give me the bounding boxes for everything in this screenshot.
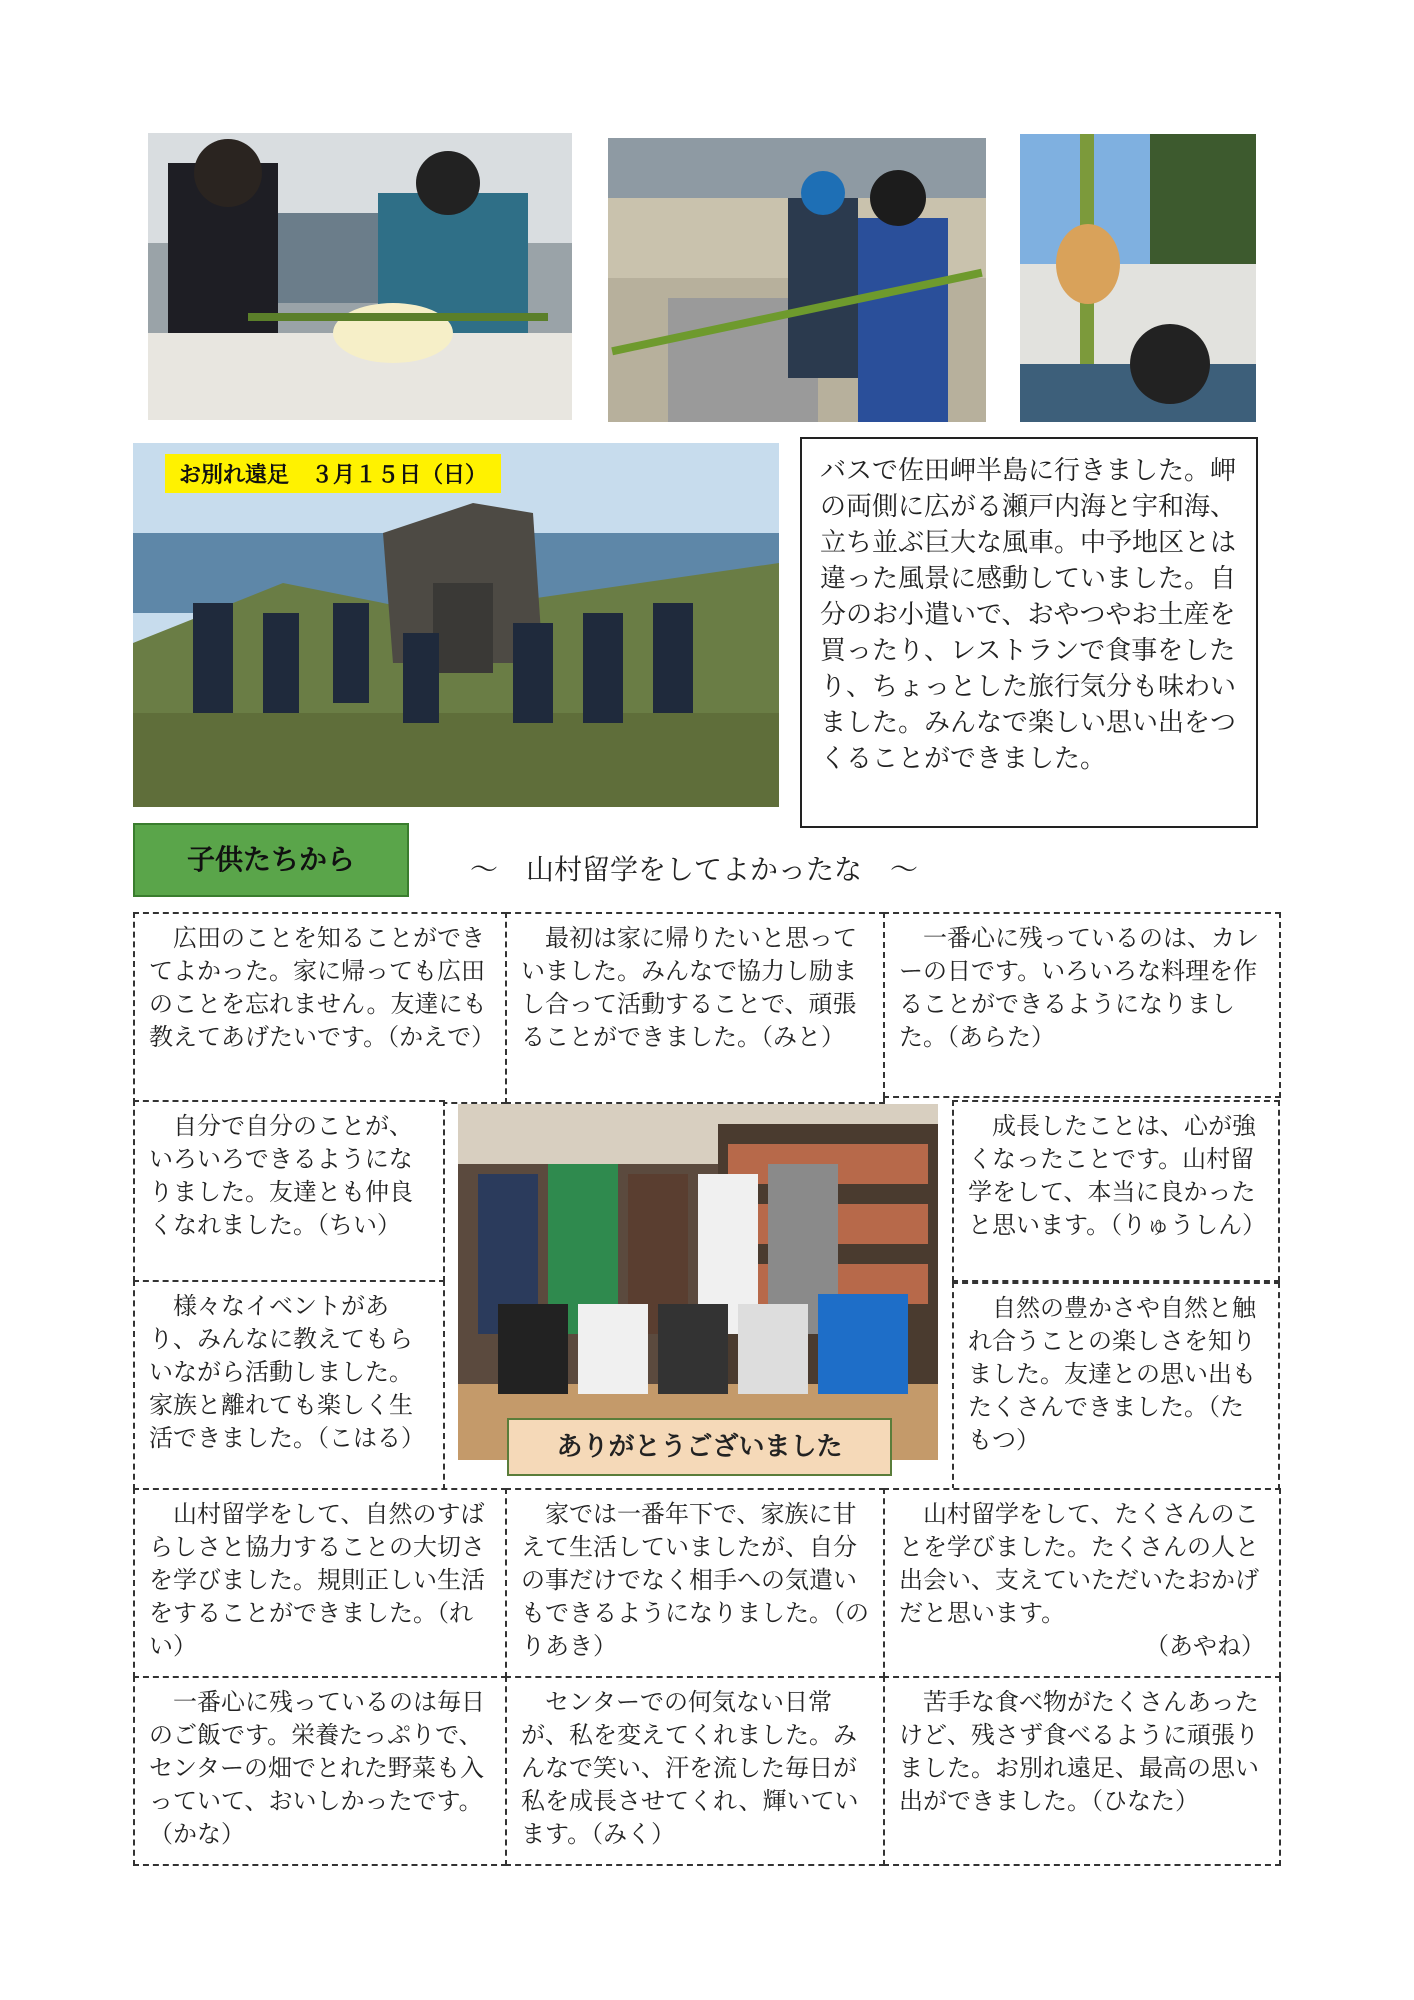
excursion-description: バスで佐田岬半島に行きました。岬の両側に広がる瀬戸内海と宇和海、立ち並ぶ巨大な風車。中予地区とは違った風景に感動していました。自分のお小遣いで、おやつやお土産を買ったり、レストランで食事をしたり、ちょっとした旅行気分も味わいました。みんなで楽しい思い出をつくることができました。 xyxy=(800,437,1258,828)
photo-grill-bamboo xyxy=(608,138,986,422)
section-subtitle: ～ 山村留学をしてよかったな ～ xyxy=(470,853,919,886)
message-ayane-signature: （あやね） xyxy=(1145,1632,1265,1660)
photo-cooking-bamboo xyxy=(148,133,572,420)
message-ayane: 山村留学をして、たくさんのことを学びました。たくさんの人と出会い、支えていただいたおかげだと思います。 （あやね） xyxy=(883,1488,1281,1678)
message-miku: センターでの何気ない日常が、私を変えてくれました。みんなで笑い、汗を流した毎日が私を成長させてくれ、輝いています。（みく） xyxy=(505,1676,885,1866)
message-tamotsu: 自然の豊かさや自然と触れ合うことの楽しさを知りました。友達との思い出もたくさんできました。（たもつ） xyxy=(952,1282,1280,1490)
message-mito: 最初は家に帰りたいと思っていました。みんなで協力し励まし合って活動することで、頑張ることができました。（みと） xyxy=(505,912,885,1104)
photo-bread-on-bamboo xyxy=(1020,134,1256,422)
thanks-caption: ありがとうございました xyxy=(507,1418,892,1476)
message-ryushin: 成長したことは、心が強くなったことです。山村留学をして、本当に良かったと思います。（りゅうしん） xyxy=(952,1100,1280,1282)
message-kana: 一番心に残っているのは毎日のご飯です。栄養たっぷりで、センターの畑でとれた野菜も入っていて、おいしかったです。（かな） xyxy=(133,1676,507,1866)
message-kaede: 広田のことを知ることができてよかった。家に帰っても広田のことを忘れません。友達にも教えてあげたいです。（かえで） xyxy=(133,912,507,1104)
message-rei: 山村留学をして、自然のすばらしさと協力することの大切さを学びました。規則正しい生活をすることができました。（れい） xyxy=(133,1488,507,1678)
photo-group-thanks xyxy=(458,1104,938,1460)
message-noriaki: 家では一番年下で、家族に甘えて生活していましたが、自分の事だけでなく相手への気遣いもできるようになりました。（のりあき） xyxy=(505,1488,885,1678)
message-hinata: 苦手な食べ物がたくさんあったけど、残さず食べるように頑張りました。お別れ遠足、最高の思い出ができました。（ひなた） xyxy=(883,1676,1281,1866)
message-koharu: 様々なイベントがあり、みんなに教えてもらいながら活動しました。家族と離れても楽しく生活できました。（こはる） xyxy=(133,1280,445,1490)
section-tag: 子供たちから xyxy=(133,823,409,897)
message-chii: 自分で自分のことが、いろいろできるようになりました。友達とも仲良くなれました。（ちい） xyxy=(133,1100,445,1282)
excursion-caption: お別れ遠足 ３月１５日（日） xyxy=(165,454,501,493)
message-arata: 一番心に残っているのは、カレーの日です。いろいろな料理を作ることができるようになりました。（あらた） xyxy=(883,912,1281,1098)
photo-excursion-group xyxy=(133,443,779,807)
